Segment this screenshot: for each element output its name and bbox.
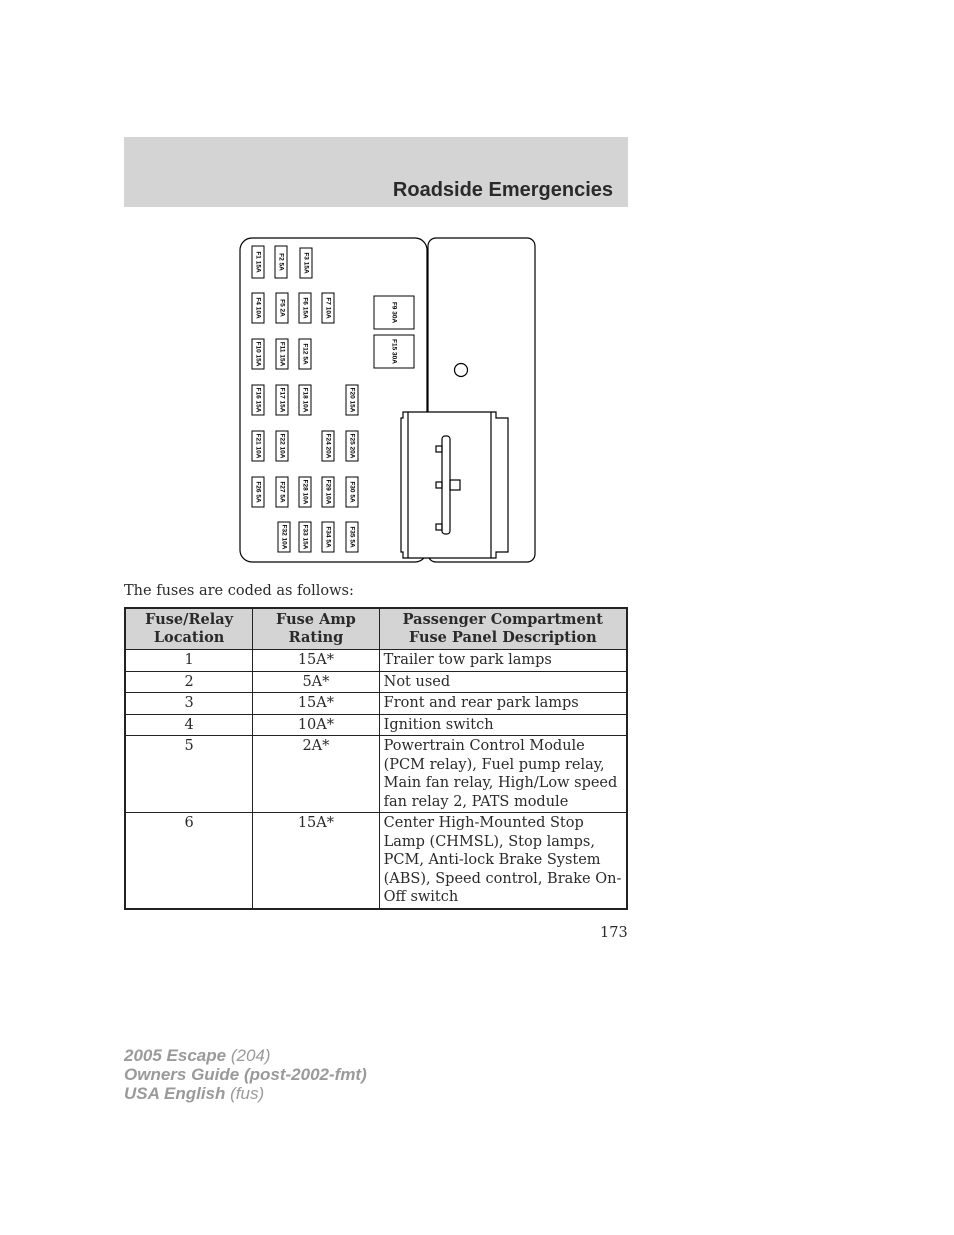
fuse-f3 bbox=[300, 248, 312, 278]
fuse-label: F26 5A bbox=[254, 481, 262, 503]
fuse-f12 bbox=[299, 339, 311, 369]
cell-rating: 10A* bbox=[253, 714, 379, 736]
fuse-f28 bbox=[299, 477, 311, 507]
cell-description: Front and rear park lamps bbox=[379, 693, 627, 715]
fuse-f7 bbox=[322, 293, 334, 323]
fuse-label: F32 10A bbox=[280, 524, 288, 550]
table-row bbox=[125, 671, 627, 693]
fuse-f18 bbox=[299, 385, 311, 415]
fuse-f17 bbox=[276, 385, 288, 415]
cell-description: Not used bbox=[379, 671, 627, 693]
fuse-label: F35 5A bbox=[348, 526, 356, 548]
cell-rating: 15A* bbox=[253, 650, 379, 672]
fuse-label: F9 30A bbox=[390, 301, 398, 324]
cell-rating: 15A* bbox=[253, 693, 379, 715]
header-location: Fuse/Relay Location bbox=[125, 608, 253, 650]
header-description: Passenger Compartment Fuse Panel Description bbox=[379, 608, 627, 650]
footer-language-code: (fus) bbox=[230, 1084, 265, 1103]
fuse-label: F27 5A bbox=[278, 481, 286, 503]
fuse-label: F20 15A bbox=[348, 387, 356, 413]
fuse-f15 bbox=[374, 335, 414, 368]
fuse-label: F10 15A bbox=[254, 341, 262, 367]
connector bbox=[401, 412, 508, 558]
fuse-table bbox=[124, 607, 628, 910]
fuse-label: F28 10A bbox=[301, 479, 309, 505]
cell-description: Ignition switch bbox=[379, 714, 627, 736]
fuse-label: F29 10A bbox=[324, 479, 332, 505]
fuse-label: F11 15A bbox=[278, 341, 286, 367]
table-row bbox=[125, 813, 627, 909]
fuse-panel-outline bbox=[240, 238, 427, 562]
fuse-label: F16 15A bbox=[254, 387, 262, 413]
fuse-label: F17 15A bbox=[278, 387, 286, 413]
fuse-f33 bbox=[299, 522, 311, 552]
fuse-f22 bbox=[276, 431, 288, 461]
cell-location: 6 bbox=[125, 813, 253, 909]
table-row bbox=[125, 650, 627, 672]
fuse-f29 bbox=[322, 477, 334, 507]
fuse-f20 bbox=[346, 385, 358, 415]
cell-description: Powertrain Control Module (PCM relay), Fuel pump relay, Main fan relay, High/Low speed fan relay 2, PATS module bbox=[379, 736, 627, 813]
fuse-f26 bbox=[252, 477, 264, 507]
fuse-panel-diagram bbox=[238, 236, 538, 566]
cell-rating: 5A* bbox=[253, 671, 379, 693]
fuse-f24 bbox=[322, 431, 334, 461]
cell-rating: 2A* bbox=[253, 736, 379, 813]
cell-location: 3 bbox=[125, 693, 253, 715]
intro-text: The fuses are coded as follows: bbox=[124, 583, 354, 599]
cell-location: 1 bbox=[125, 650, 253, 672]
fuse-label: F2 5A bbox=[277, 253, 285, 271]
fuse-f27 bbox=[276, 477, 288, 507]
table-row bbox=[125, 736, 627, 813]
fuse-f35 bbox=[346, 522, 358, 552]
cell-description: Trailer tow park lamps bbox=[379, 650, 627, 672]
table-header-row bbox=[125, 608, 627, 650]
fuse-f9 bbox=[374, 296, 414, 329]
fuse-label: F5 2A bbox=[278, 299, 286, 317]
footer-guide: Owners Guide (post-2002-fmt) bbox=[124, 1065, 367, 1084]
fuse-f30 bbox=[346, 477, 358, 507]
fuse-label: F30 5A bbox=[348, 481, 356, 503]
page-number: 173 bbox=[600, 925, 628, 941]
footer-model: 2005 Escape bbox=[124, 1046, 227, 1065]
fuse-label: F34 5A bbox=[324, 526, 332, 548]
fuse-f25 bbox=[346, 431, 358, 461]
footer-line-3 bbox=[124, 1084, 367, 1103]
fuse-f32 bbox=[278, 522, 290, 552]
fuse-f1 bbox=[252, 246, 264, 278]
fuse-label: F18 10A bbox=[301, 387, 309, 413]
fuse-label: F15 30A bbox=[390, 339, 398, 364]
fuse-f2 bbox=[275, 246, 287, 278]
fuse-f21 bbox=[252, 431, 264, 461]
section-header-band bbox=[124, 137, 628, 207]
footer-model-code: (204) bbox=[230, 1046, 271, 1065]
section-title: Roadside Emergencies bbox=[392, 179, 613, 201]
cell-description: Center High-Mounted Stop Lamp (CHMSL), Stop lamps, PCM, Anti-lock Brake System (ABS), Speed control, Brake On-Off switch bbox=[379, 813, 627, 909]
table-row bbox=[125, 693, 627, 715]
fuse-label: F7 10A bbox=[324, 297, 332, 319]
fuse-f11 bbox=[276, 339, 288, 369]
fuse-f34 bbox=[322, 522, 334, 552]
fuse-label: F24 20A bbox=[324, 433, 332, 459]
fuse-label: F6 15A bbox=[301, 297, 309, 319]
fuse-label: F22 10A bbox=[278, 433, 286, 459]
cell-location: 4 bbox=[125, 714, 253, 736]
fuse-label: F25 20A bbox=[348, 433, 356, 459]
footer-language: USA English bbox=[124, 1084, 226, 1103]
fuse-label: F3 15A bbox=[302, 252, 310, 274]
header-amp-rating: Fuse Amp Rating bbox=[253, 608, 379, 650]
cell-rating: 15A* bbox=[253, 813, 379, 909]
fuse-f4 bbox=[252, 293, 264, 323]
fuse-f5 bbox=[276, 293, 288, 323]
fuse-label: F4 10A bbox=[254, 297, 262, 319]
document-footer bbox=[124, 1046, 367, 1103]
footer-line-1 bbox=[124, 1046, 367, 1065]
fuse-f10 bbox=[252, 339, 264, 369]
footer-line-2 bbox=[124, 1065, 367, 1084]
fuse-label: F21 10A bbox=[254, 433, 262, 459]
fuse-f6 bbox=[299, 293, 311, 323]
fuse-f16 bbox=[252, 385, 264, 415]
fuse-label: F33 15A bbox=[301, 524, 309, 550]
mounting-hole bbox=[455, 364, 468, 377]
fuse-label: F1 15A bbox=[254, 251, 262, 273]
cell-location: 5 bbox=[125, 736, 253, 813]
fuse-label: F12 5A bbox=[301, 343, 309, 365]
table-row bbox=[125, 714, 627, 736]
cell-location: 2 bbox=[125, 671, 253, 693]
